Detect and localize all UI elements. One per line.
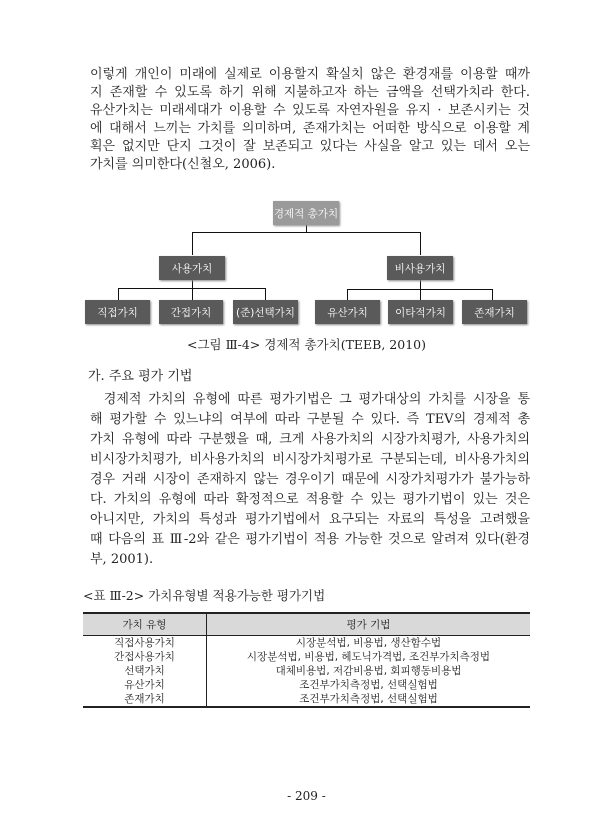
node-non-use-value: 비사용가치 [387,256,453,280]
node-option-value: (준)선택가치 [233,300,298,324]
connector [192,279,193,300]
node-bequest-value: 유산가치 [315,300,380,324]
text-line: 때 다음의 표 Ⅲ-2와 같은 평가기법이 적용 가능한 것으로 알려져 있다(환경 [90,532,530,547]
cell: 조건부가치측정법, 선택실험법 [207,692,531,707]
text-line: 아니지만, 가치의 특성과 평가기법에서 요구되는 자료의 특성을 고려했을 [90,512,530,527]
text-line: 경제적 가치의 유형에 따른 평가기법은 그 평가대상의 가치를 시장을 통 [90,392,530,407]
connector [192,232,193,255]
connector [118,288,266,289]
connector [347,289,348,300]
section-heading: 가. 주요 평가 기법 [88,369,193,384]
column-header: 가치 유형 [83,613,207,636]
cell: 조건부가치측정법, 선택실험법 [299,679,438,691]
text-line: 유산가치는 미래세대가 이용할 수 있도록 자연자원을 유지 · 보존시키는 것 [90,103,530,118]
page-number: - 209 - [287,789,326,803]
cell: 존재가치 [83,692,207,707]
text-line: 다. 가치의 유형에 따라 확정적으로 적용할 수 있는 평가기법이 있는 것은 [90,492,530,507]
text-line: 경우 거래 시장이 존재하지 않는 경우이기 때문에 시장가치평가가 불가능하 [90,472,530,487]
node-indirect-value: 간접가치 [159,300,223,324]
text-line: 이렇게 개인이 미래에 실제로 이용할지 확실치 않은 환경재를 이용할 때까 [90,67,530,82]
table-row [83,678,530,692]
table-caption: <표 Ⅲ-2> 가치유형별 적용가능한 평가기법 [83,588,326,603]
text-line: 에 대해서 느끼는 가치를 의미하며, 존재가치는 어떠한 방식으로 이용할 계 [90,121,530,136]
node-existence-value: 존재가치 [462,300,527,324]
table-row [83,692,530,707]
text-line: 해 평가할 수 있느냐의 여부에 따라 구분될 수 있다. 즉 TEV의 경제적 총 [90,412,530,427]
cell: 유산가치 [83,678,207,692]
connector [420,232,421,255]
column-header: 평가 기법 [207,613,531,636]
table-header-row [83,613,530,636]
cell: 시장분석법, 비용법, 헤도닉가격법, 조건부가치측정법 [246,651,491,663]
table-row [83,664,530,678]
connector [265,288,266,300]
text-line: 지 존재할 수 있도록 하기 위해 지불하고자 하는 금액을 선택가치라 한다. [90,85,530,100]
connector [347,289,493,290]
connector [492,289,493,300]
cell: 대체비용법, 저감비용법, 회피행동비용법 [275,665,462,677]
connector [306,225,307,232]
connector [192,232,421,233]
cell: 간접사용가치 [83,650,207,664]
cell: 선택가치 [83,664,207,678]
table-row [83,636,530,651]
node-use-value: 사용가치 [159,256,225,280]
figure-caption: <그림 Ⅲ-4> 경제적 총가치(TEEB, 2010) [187,337,426,352]
table-row [83,650,530,664]
text-line: 비시장가치평가, 비사용가치의 비시장가치평가로 구분되는데, 비사용가치의 [90,452,530,467]
node-altruistic-value: 이타적가치 [388,300,453,324]
node-direct-value: 직접가치 [85,300,150,324]
cell: 시장분석법, 비용법, 생산함수법 [295,637,442,649]
node-total-economic-value: 경제적 총가치 [273,201,339,225]
text-line: 획은 없지만 단지 그것이 잘 보존되고 있다는 사실을 알고 있는 데서 오는 [90,139,530,154]
connector [118,288,119,300]
valuation-methods-table [83,612,530,708]
text-line: 가치 유형에 따라 구분했을 때, 크게 사용가치의 시장가치평가, 사용가치의 [90,432,530,447]
cell: 직접사용가치 [83,636,207,651]
text-line: 가치를 의미한다(신철오, 2006). [90,157,276,172]
text-line: 부, 2001). [90,552,154,567]
